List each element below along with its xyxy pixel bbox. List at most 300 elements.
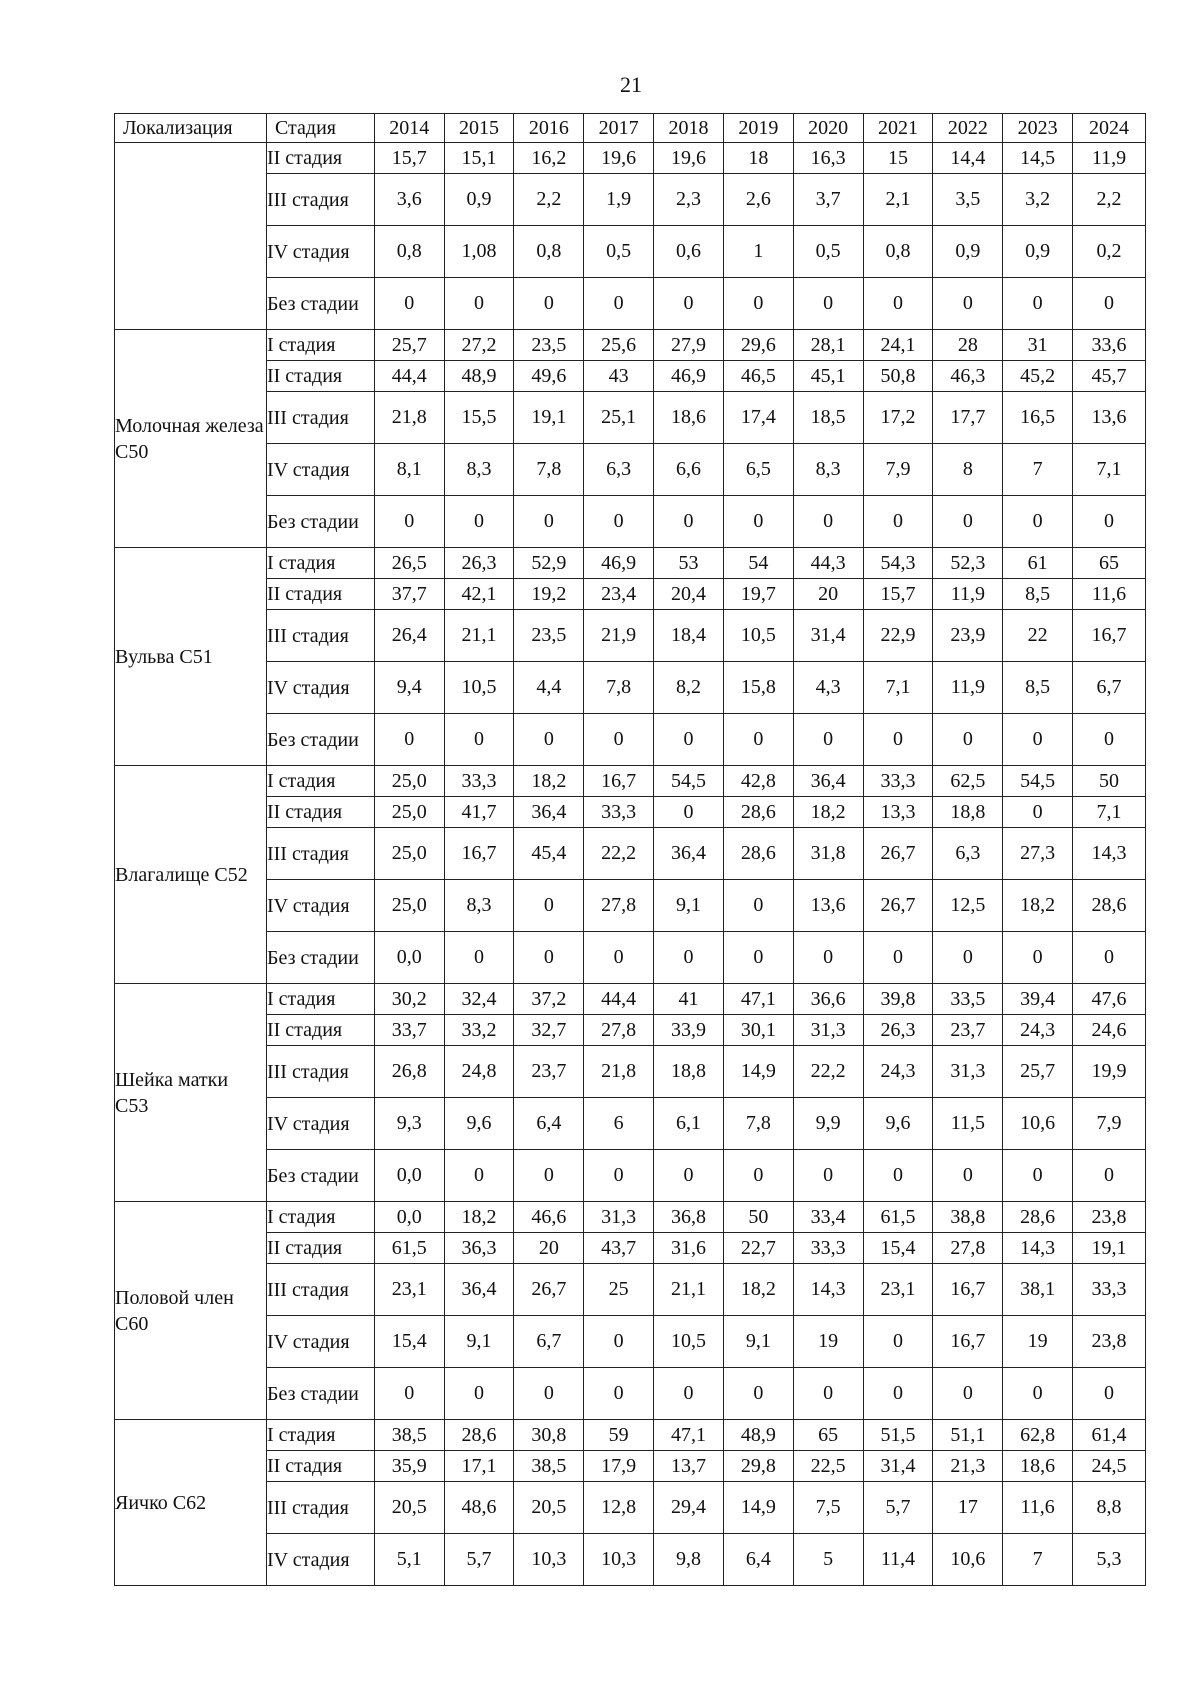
value-cell: 0 <box>863 932 933 984</box>
value-cell: 0 <box>793 714 863 766</box>
value-cell: 0 <box>584 1150 654 1202</box>
value-cell: 22,7 <box>723 1233 793 1264</box>
value-cell: 27,8 <box>933 1233 1003 1264</box>
value-cell: 19 <box>793 1316 863 1368</box>
value-cell: 21,8 <box>584 1046 654 1098</box>
value-cell: 44,4 <box>374 361 444 392</box>
value-cell: 23,5 <box>514 330 584 361</box>
value-cell: 0 <box>933 496 1003 548</box>
value-cell: 12,8 <box>584 1482 654 1534</box>
value-cell: 16,5 <box>1003 392 1073 444</box>
value-cell: 46,5 <box>723 361 793 392</box>
value-cell: 31,8 <box>793 828 863 880</box>
value-cell: 43 <box>584 361 654 392</box>
value-cell: 0 <box>584 714 654 766</box>
table-row <box>115 1534 1146 1586</box>
table-row <box>115 1015 1146 1046</box>
stage-cell: IV стадия <box>266 880 374 932</box>
value-cell: 52,3 <box>933 548 1003 579</box>
value-cell: 43,7 <box>584 1233 654 1264</box>
value-cell: 7,8 <box>584 662 654 714</box>
value-cell: 4,3 <box>793 662 863 714</box>
stage-cell: III стадия <box>266 828 374 880</box>
value-cell: 31 <box>1003 330 1073 361</box>
value-cell: 38,1 <box>1003 1264 1073 1316</box>
value-cell: 0 <box>514 496 584 548</box>
value-cell: 0 <box>654 278 724 330</box>
value-cell: 25,7 <box>1003 1046 1073 1098</box>
value-cell: 1 <box>723 226 793 278</box>
value-cell: 10,5 <box>654 1316 724 1368</box>
table-row <box>115 1202 1146 1233</box>
value-cell: 28,6 <box>444 1420 514 1451</box>
value-cell: 0 <box>1073 1150 1146 1202</box>
value-cell: 17 <box>933 1482 1003 1534</box>
value-cell: 25,6 <box>584 330 654 361</box>
value-cell: 46,6 <box>514 1202 584 1233</box>
stage-cell: II стадия <box>266 1451 374 1482</box>
value-cell: 16,7 <box>1073 610 1146 662</box>
value-cell: 54 <box>723 548 793 579</box>
table-row <box>115 1316 1146 1368</box>
value-cell: 5,7 <box>863 1482 933 1534</box>
value-cell: 16,7 <box>933 1316 1003 1368</box>
value-cell: 37,2 <box>514 984 584 1015</box>
stage-cell: IV стадия <box>266 1316 374 1368</box>
value-cell: 22,9 <box>863 610 933 662</box>
value-cell: 18 <box>723 143 793 174</box>
table-body <box>115 143 1146 1586</box>
value-cell: 0 <box>933 1368 1003 1420</box>
value-cell: 45,1 <box>793 361 863 392</box>
value-cell: 19 <box>1003 1316 1073 1368</box>
stage-cell: I стадия <box>266 1202 374 1233</box>
value-cell: 0 <box>723 932 793 984</box>
value-cell: 33,3 <box>584 797 654 828</box>
value-cell: 53 <box>654 548 724 579</box>
value-cell: 6 <box>584 1098 654 1150</box>
header-year: 2014 <box>374 114 444 143</box>
value-cell: 0 <box>723 278 793 330</box>
value-cell: 48,9 <box>444 361 514 392</box>
value-cell: 62,8 <box>1003 1420 1073 1451</box>
value-cell: 28,6 <box>1073 880 1146 932</box>
value-cell: 15 <box>863 143 933 174</box>
value-cell: 46,3 <box>933 361 1003 392</box>
value-cell: 26,3 <box>863 1015 933 1046</box>
value-cell: 6,7 <box>514 1316 584 1368</box>
value-cell: 24,1 <box>863 330 933 361</box>
stage-cell: I стадия <box>266 330 374 361</box>
value-cell: 39,8 <box>863 984 933 1015</box>
value-cell: 50 <box>723 1202 793 1233</box>
value-cell: 0,5 <box>584 226 654 278</box>
value-cell: 14,3 <box>793 1264 863 1316</box>
header-year: 2015 <box>444 114 514 143</box>
value-cell: 9,1 <box>654 880 724 932</box>
value-cell: 8,3 <box>444 880 514 932</box>
localization-cell: Вульва С51 <box>115 548 267 766</box>
value-cell: 27,8 <box>584 1015 654 1046</box>
value-cell: 28,6 <box>1003 1202 1073 1233</box>
value-cell: 31,3 <box>584 1202 654 1233</box>
stage-cell: I стадия <box>266 984 374 1015</box>
value-cell: 7,1 <box>1073 797 1146 828</box>
value-cell: 24,6 <box>1073 1015 1146 1046</box>
value-cell: 18,6 <box>1003 1451 1073 1482</box>
value-cell: 33,5 <box>933 984 1003 1015</box>
value-cell: 46,9 <box>654 361 724 392</box>
stage-cell: IV стадия <box>266 444 374 496</box>
value-cell: 36,4 <box>793 766 863 797</box>
value-cell: 29,8 <box>723 1451 793 1482</box>
value-cell: 38,5 <box>514 1451 584 1482</box>
value-cell: 0 <box>933 1150 1003 1202</box>
table-row <box>115 143 1146 174</box>
value-cell: 22 <box>1003 610 1073 662</box>
value-cell: 0 <box>863 496 933 548</box>
value-cell: 0 <box>584 932 654 984</box>
value-cell: 13,6 <box>793 880 863 932</box>
value-cell: 0 <box>723 496 793 548</box>
value-cell: 32,7 <box>514 1015 584 1046</box>
value-cell: 0 <box>654 1368 724 1420</box>
value-cell: 10,5 <box>723 610 793 662</box>
value-cell: 2,3 <box>654 174 724 226</box>
value-cell: 65 <box>1073 548 1146 579</box>
value-cell: 0,0 <box>374 1150 444 1202</box>
value-cell: 0 <box>1073 932 1146 984</box>
table-row <box>115 1150 1146 1202</box>
value-cell: 41,7 <box>444 797 514 828</box>
table-row <box>115 496 1146 548</box>
value-cell: 13,7 <box>654 1451 724 1482</box>
value-cell: 0 <box>444 714 514 766</box>
value-cell: 0 <box>444 1368 514 1420</box>
value-cell: 18,6 <box>654 392 724 444</box>
value-cell: 19,1 <box>1073 1233 1146 1264</box>
value-cell: 18,8 <box>933 797 1003 828</box>
table-row <box>115 330 1146 361</box>
table-row <box>115 392 1146 444</box>
value-cell: 0 <box>374 1368 444 1420</box>
header-year: 2020 <box>793 114 863 143</box>
value-cell: 20,5 <box>374 1482 444 1534</box>
value-cell: 0 <box>444 1150 514 1202</box>
value-cell: 50,8 <box>863 361 933 392</box>
value-cell: 5,7 <box>444 1534 514 1586</box>
stage-cell: III стадия <box>266 1046 374 1098</box>
value-cell: 23,9 <box>933 610 1003 662</box>
value-cell: 21,3 <box>933 1451 1003 1482</box>
header-year: 2024 <box>1073 114 1146 143</box>
value-cell: 15,4 <box>374 1316 444 1368</box>
value-cell: 30,8 <box>514 1420 584 1451</box>
table-row <box>115 714 1146 766</box>
value-cell: 33,3 <box>793 1233 863 1264</box>
stage-cell: IV стадия <box>266 226 374 278</box>
value-cell: 0,0 <box>374 1202 444 1233</box>
value-cell: 0 <box>723 880 793 932</box>
table-row <box>115 444 1146 496</box>
value-cell: 48,6 <box>444 1482 514 1534</box>
value-cell: 16,7 <box>584 766 654 797</box>
value-cell: 20 <box>514 1233 584 1264</box>
value-cell: 13,6 <box>1073 392 1146 444</box>
value-cell: 11,6 <box>1073 579 1146 610</box>
table-row <box>115 1264 1146 1316</box>
value-cell: 6,4 <box>514 1098 584 1150</box>
value-cell: 0 <box>793 496 863 548</box>
value-cell: 0 <box>863 278 933 330</box>
value-cell: 0,9 <box>444 174 514 226</box>
stage-cell: II стадия <box>266 1015 374 1046</box>
table-row <box>115 278 1146 330</box>
value-cell: 26,4 <box>374 610 444 662</box>
value-cell: 0 <box>1003 932 1073 984</box>
table-row <box>115 1482 1146 1534</box>
value-cell: 7,9 <box>1073 1098 1146 1150</box>
value-cell: 1,08 <box>444 226 514 278</box>
value-cell: 11,9 <box>933 579 1003 610</box>
value-cell: 16,3 <box>793 143 863 174</box>
value-cell: 9,1 <box>444 1316 514 1368</box>
value-cell: 33,3 <box>444 766 514 797</box>
value-cell: 7,5 <box>793 1482 863 1534</box>
stage-cell: II стадия <box>266 1233 374 1264</box>
value-cell: 47,1 <box>723 984 793 1015</box>
stage-cell: III стадия <box>266 610 374 662</box>
value-cell: 45,2 <box>1003 361 1073 392</box>
value-cell: 23,8 <box>1073 1316 1146 1368</box>
value-cell: 24,3 <box>863 1046 933 1098</box>
value-cell: 19,1 <box>514 392 584 444</box>
value-cell: 32,4 <box>444 984 514 1015</box>
localization-cell: Молочная железа С50 <box>115 330 267 548</box>
value-cell: 15,8 <box>723 662 793 714</box>
value-cell: 14,5 <box>1003 143 1073 174</box>
value-cell: 17,7 <box>933 392 1003 444</box>
table-header-row <box>115 114 1146 143</box>
value-cell: 18,2 <box>723 1264 793 1316</box>
stage-cell: IV стадия <box>266 662 374 714</box>
header-year: 2017 <box>584 114 654 143</box>
value-cell: 27,8 <box>584 880 654 932</box>
value-cell: 42,1 <box>444 579 514 610</box>
value-cell: 31,3 <box>793 1015 863 1046</box>
header-year: 2018 <box>654 114 724 143</box>
value-cell: 25 <box>584 1264 654 1316</box>
header-stage: Стадия <box>266 114 374 143</box>
value-cell: 9,6 <box>444 1098 514 1150</box>
value-cell: 44,3 <box>793 548 863 579</box>
stage-cell: II стадия <box>266 579 374 610</box>
value-cell: 12,5 <box>933 880 1003 932</box>
value-cell: 50 <box>1073 766 1146 797</box>
stage-cell: Без стадии <box>266 1368 374 1420</box>
value-cell: 15,4 <box>863 1233 933 1264</box>
value-cell: 7,9 <box>863 444 933 496</box>
value-cell: 0 <box>1003 278 1073 330</box>
value-cell: 62,5 <box>933 766 1003 797</box>
value-cell: 0 <box>1003 1368 1073 1420</box>
table-row <box>115 610 1146 662</box>
stage-cell: III стадия <box>266 392 374 444</box>
value-cell: 49,6 <box>514 361 584 392</box>
value-cell: 52,9 <box>514 548 584 579</box>
stage-cell: I стадия <box>266 766 374 797</box>
value-cell: 18,8 <box>654 1046 724 1098</box>
localization-cell: Влагалище С52 <box>115 766 267 984</box>
value-cell: 8,1 <box>374 444 444 496</box>
value-cell: 0 <box>444 932 514 984</box>
value-cell: 7,8 <box>723 1098 793 1150</box>
value-cell: 25,0 <box>374 797 444 828</box>
value-cell: 61,5 <box>863 1202 933 1233</box>
value-cell: 0 <box>723 1368 793 1420</box>
value-cell: 54,5 <box>654 766 724 797</box>
value-cell: 24,8 <box>444 1046 514 1098</box>
value-cell: 54,3 <box>863 548 933 579</box>
value-cell: 0 <box>514 880 584 932</box>
value-cell: 0 <box>584 1316 654 1368</box>
value-cell: 36,8 <box>654 1202 724 1233</box>
value-cell: 59 <box>584 1420 654 1451</box>
value-cell: 0 <box>793 1368 863 1420</box>
stage-cell: IV стадия <box>266 1098 374 1150</box>
value-cell: 14,9 <box>723 1482 793 1534</box>
value-cell: 1,9 <box>584 174 654 226</box>
table-row <box>115 1233 1146 1264</box>
value-cell: 28 <box>933 330 1003 361</box>
value-cell: 19,2 <box>514 579 584 610</box>
value-cell: 14,4 <box>933 143 1003 174</box>
value-cell: 0 <box>1073 714 1146 766</box>
value-cell: 9,3 <box>374 1098 444 1150</box>
value-cell: 15,7 <box>863 579 933 610</box>
header-year: 2023 <box>1003 114 1073 143</box>
value-cell: 20,4 <box>654 579 724 610</box>
value-cell: 0 <box>1073 1368 1146 1420</box>
value-cell: 29,6 <box>723 330 793 361</box>
value-cell: 0 <box>933 932 1003 984</box>
value-cell: 10,6 <box>1003 1098 1073 1150</box>
value-cell: 0,9 <box>1003 226 1073 278</box>
value-cell: 61,5 <box>374 1233 444 1264</box>
value-cell: 23,8 <box>1073 1202 1146 1233</box>
value-cell: 0 <box>584 278 654 330</box>
value-cell: 4,4 <box>514 662 584 714</box>
value-cell: 61,4 <box>1073 1420 1146 1451</box>
value-cell: 36,4 <box>654 828 724 880</box>
value-cell: 10,5 <box>444 662 514 714</box>
value-cell: 0,0 <box>374 932 444 984</box>
table-header <box>115 114 1146 143</box>
value-cell: 10,3 <box>514 1534 584 1586</box>
value-cell: 8,8 <box>1073 1482 1146 1534</box>
value-cell: 5,3 <box>1073 1534 1146 1586</box>
value-cell: 2,6 <box>723 174 793 226</box>
value-cell: 19,6 <box>584 143 654 174</box>
stage-cell: III стадия <box>266 174 374 226</box>
value-cell: 7,1 <box>1073 444 1146 496</box>
value-cell: 11,9 <box>1073 143 1146 174</box>
value-cell: 0 <box>1003 1150 1073 1202</box>
localization-cell <box>115 143 267 330</box>
value-cell: 61 <box>1003 548 1073 579</box>
value-cell: 7 <box>1003 444 1073 496</box>
localization-cell: Половой член С60 <box>115 1202 267 1420</box>
value-cell: 10,3 <box>584 1534 654 1586</box>
value-cell: 0,8 <box>374 226 444 278</box>
value-cell: 0 <box>933 714 1003 766</box>
value-cell: 0,2 <box>1073 226 1146 278</box>
table-row <box>115 932 1146 984</box>
value-cell: 44,4 <box>584 984 654 1015</box>
value-cell: 8,2 <box>654 662 724 714</box>
value-cell: 27,9 <box>654 330 724 361</box>
value-cell: 0 <box>793 278 863 330</box>
value-cell: 14,3 <box>1073 828 1146 880</box>
value-cell: 26,5 <box>374 548 444 579</box>
value-cell: 47,6 <box>1073 984 1146 1015</box>
value-cell: 23,4 <box>584 579 654 610</box>
stage-cell: Без стадии <box>266 496 374 548</box>
value-cell: 0,9 <box>933 226 1003 278</box>
stage-cell: II стадия <box>266 143 374 174</box>
value-cell: 0 <box>444 496 514 548</box>
stage-cell: I стадия <box>266 1420 374 1451</box>
value-cell: 41 <box>654 984 724 1015</box>
header-year: 2019 <box>723 114 793 143</box>
value-cell: 30,1 <box>723 1015 793 1046</box>
value-cell: 33,6 <box>1073 330 1146 361</box>
value-cell: 31,4 <box>793 610 863 662</box>
value-cell: 10,6 <box>933 1534 1003 1586</box>
value-cell: 9,4 <box>374 662 444 714</box>
value-cell: 37,7 <box>374 579 444 610</box>
value-cell: 0 <box>514 278 584 330</box>
value-cell: 22,2 <box>793 1046 863 1098</box>
page-number: 21 <box>620 72 642 97</box>
value-cell: 0 <box>654 714 724 766</box>
value-cell: 8,3 <box>444 444 514 496</box>
value-cell: 15,1 <box>444 143 514 174</box>
value-cell: 16,7 <box>444 828 514 880</box>
value-cell: 18,2 <box>444 1202 514 1233</box>
value-cell: 9,8 <box>654 1534 724 1586</box>
value-cell: 0,6 <box>654 226 724 278</box>
value-cell: 27,3 <box>1003 828 1073 880</box>
value-cell: 19,7 <box>723 579 793 610</box>
value-cell: 8,5 <box>1003 579 1073 610</box>
value-cell: 31,3 <box>933 1046 1003 1098</box>
header-localization: Локализация <box>115 114 267 143</box>
value-cell: 20,5 <box>514 1482 584 1534</box>
value-cell: 7 <box>1003 1534 1073 1586</box>
stage-cell: III стадия <box>266 1482 374 1534</box>
table-row <box>115 548 1146 579</box>
header-year: 2016 <box>514 114 584 143</box>
stage-cell: IV стадия <box>266 1534 374 1586</box>
table-row <box>115 1451 1146 1482</box>
value-cell: 26,7 <box>863 828 933 880</box>
value-cell: 17,9 <box>584 1451 654 1482</box>
value-cell: 39,4 <box>1003 984 1073 1015</box>
value-cell: 18,5 <box>793 392 863 444</box>
value-cell: 0 <box>723 1150 793 1202</box>
value-cell: 0 <box>654 797 724 828</box>
